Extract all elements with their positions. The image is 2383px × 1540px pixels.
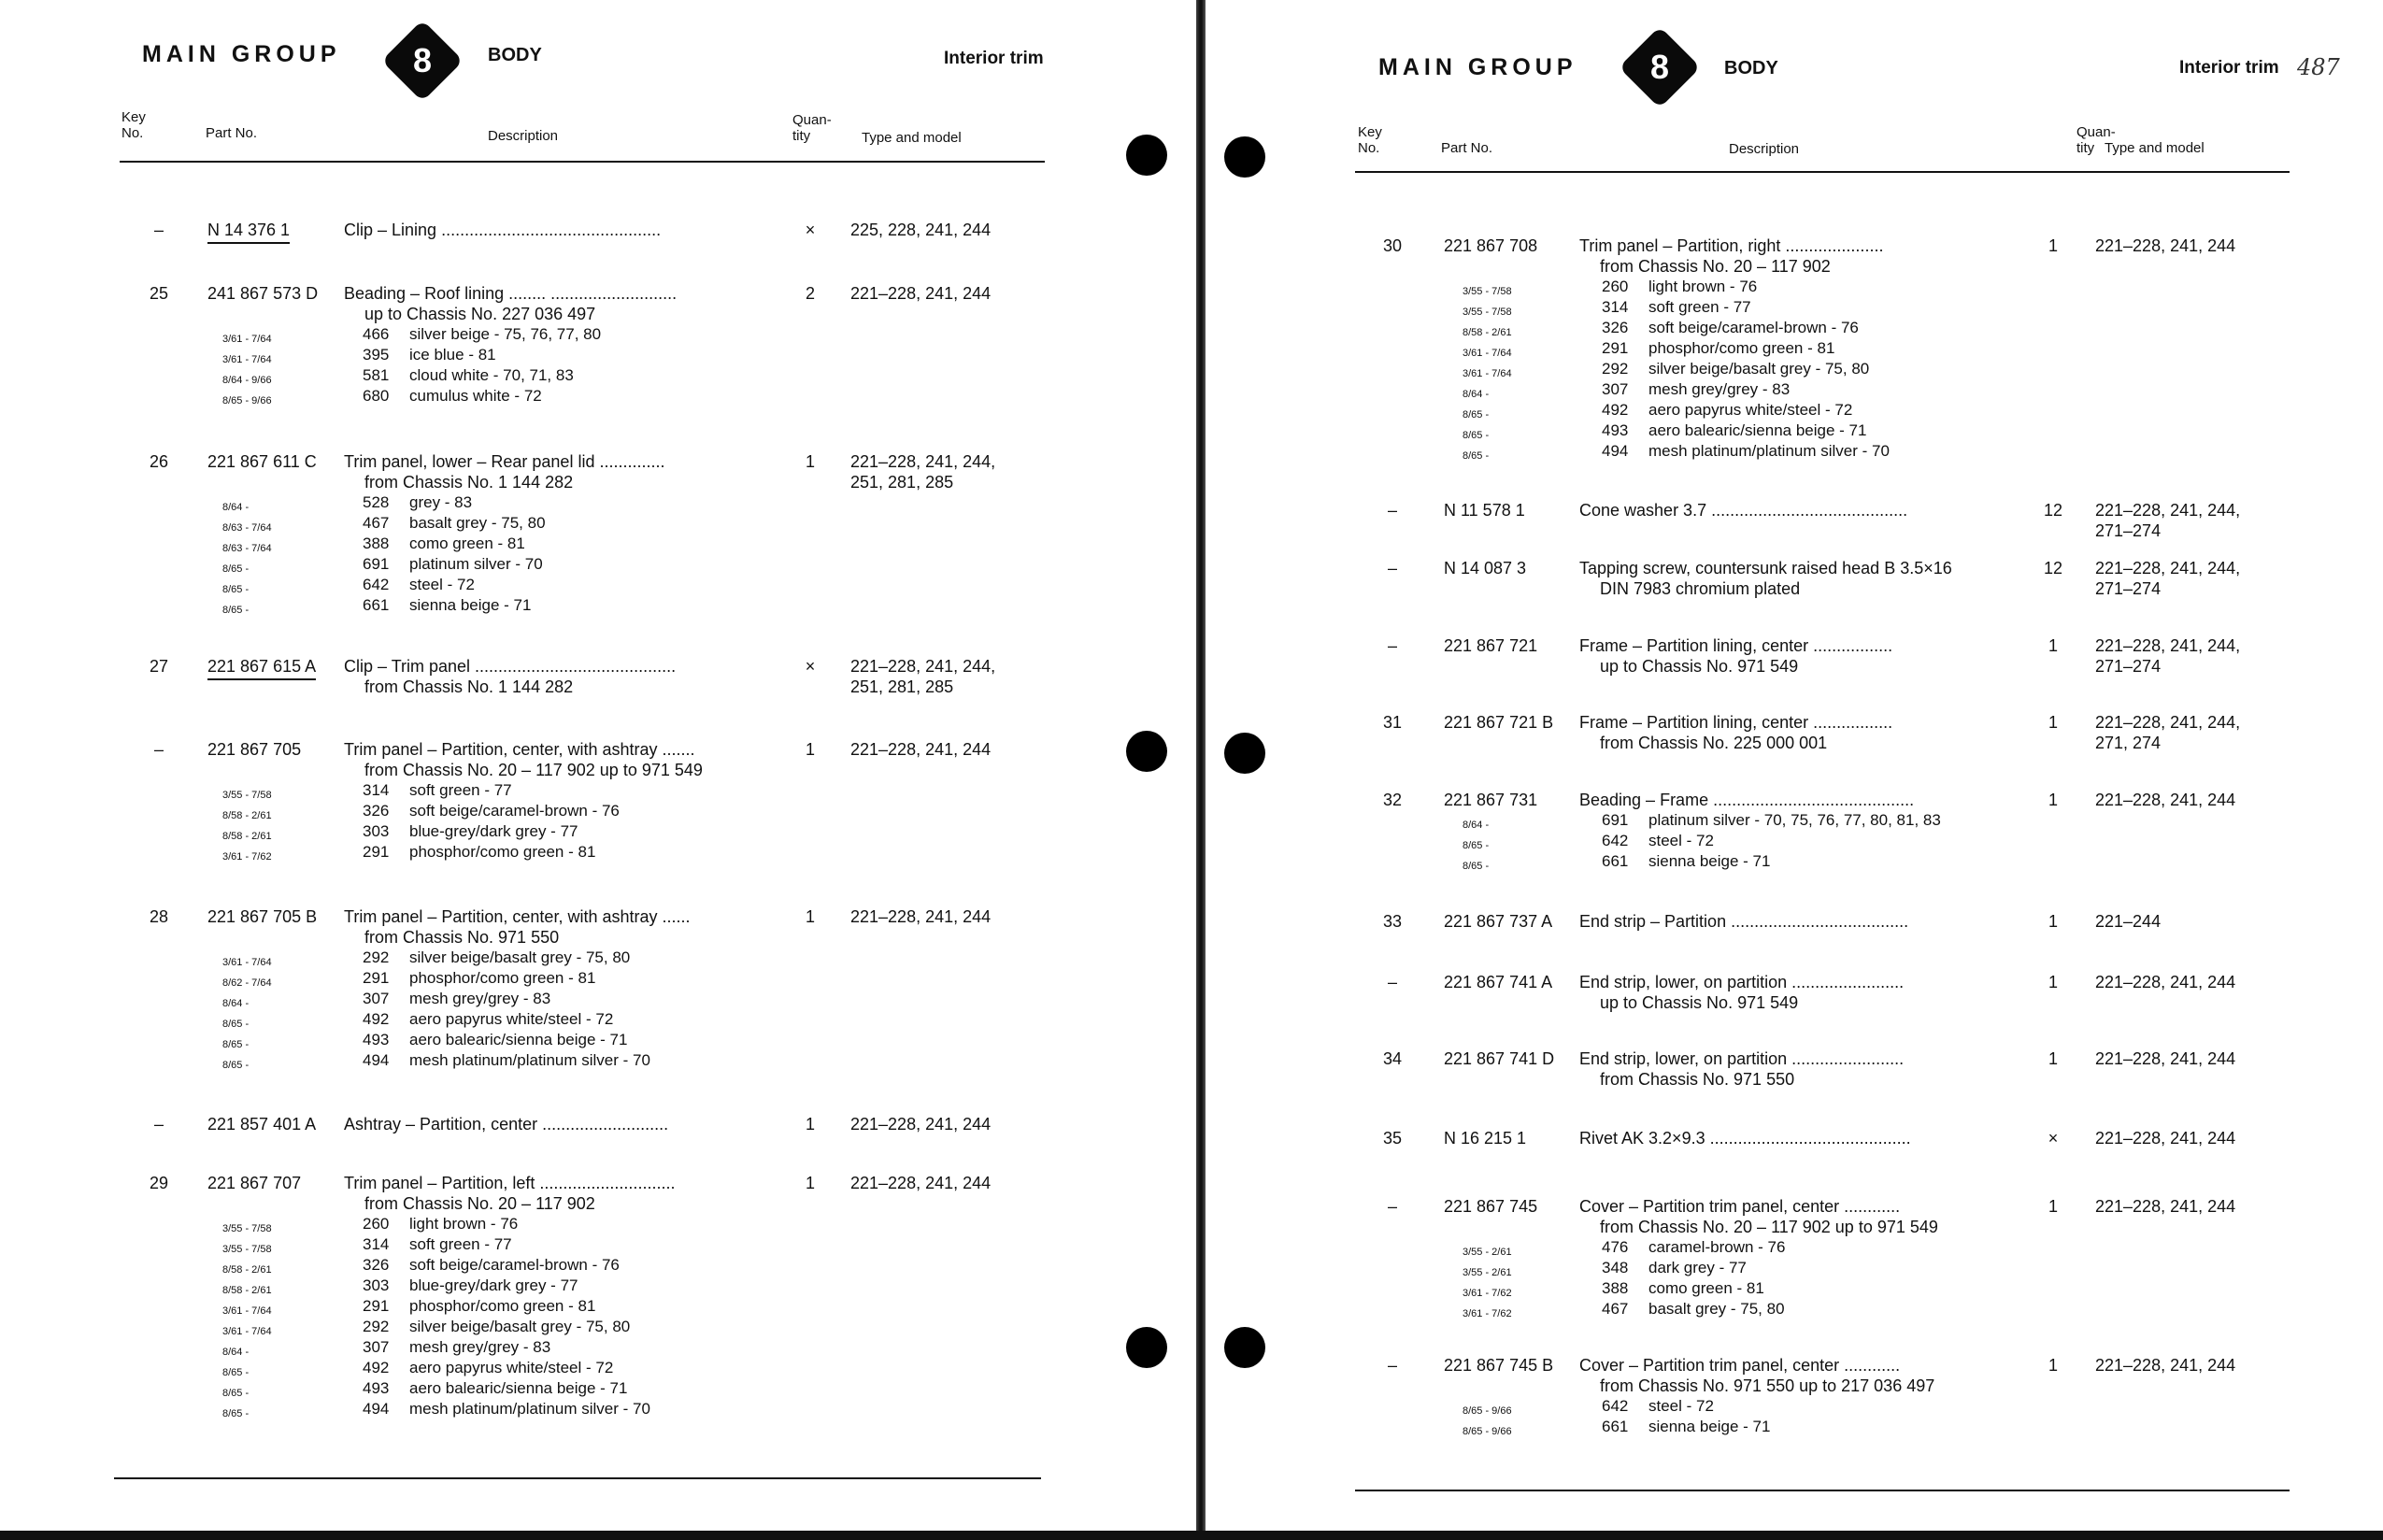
color-code: 348 [1602, 1259, 1629, 1276]
type-and-model: 221–228, 241, 244, [2095, 636, 2241, 655]
punch-hole [1126, 135, 1167, 176]
color-name: light brown - 76 [1648, 278, 1758, 295]
date-range: 3/61 - 7/62 [222, 851, 272, 863]
date-range: 8/65 - [1463, 840, 1490, 851]
color-code: 476 [1602, 1238, 1629, 1256]
part-description: Clip – Lining ............................................... [344, 221, 662, 239]
part-number: N 16 215 1 [1444, 1129, 1527, 1148]
part-description: Beading – Frame ........................................... [1579, 791, 1915, 809]
chassis-note: DIN 7983 chromium plated [1600, 579, 1801, 598]
color-code: 291 [1602, 339, 1629, 357]
col-qty-header: Quan- tity [792, 112, 832, 144]
chassis-note: from Chassis No. 1 144 282 [364, 677, 574, 696]
key-number: – [1387, 559, 1397, 578]
part-number: 221 867 705 [207, 740, 302, 759]
section-title: Interior trim [2179, 58, 2279, 78]
quantity: 1 [2048, 1049, 2058, 1068]
date-range: 3/55 - 7/58 [222, 1244, 272, 1255]
date-range: 3/61 - 7/64 [222, 354, 272, 365]
punch-hole [1126, 731, 1167, 772]
key-number: 32 [1382, 791, 1403, 809]
quantity: 12 [2043, 501, 2063, 520]
color-name: aero papyrus white/steel - 72 [409, 1359, 614, 1376]
color-name: basalt grey - 75, 80 [1648, 1300, 1785, 1318]
type-and-model: 221–228, 241, 244 [850, 740, 992, 759]
color-code: 680 [363, 387, 390, 405]
color-name: caramel-brown - 76 [1648, 1238, 1786, 1256]
color-name: sienna beige - 71 [1648, 852, 1771, 870]
color-code: 642 [1602, 832, 1629, 849]
color-code: 493 [363, 1031, 390, 1048]
quantity: × [805, 221, 816, 239]
date-range: 3/55 - 2/61 [1463, 1247, 1512, 1258]
chassis-note: up to Chassis No. 227 036 497 [364, 305, 596, 323]
type-and-model: 221–228, 241, 244 [2095, 236, 2236, 255]
quantity: 1 [2048, 636, 2058, 655]
type-and-model: 221–228, 241, 244 [850, 284, 992, 303]
color-name: platinum silver - 70 [409, 555, 543, 573]
quantity: 1 [2048, 1197, 2058, 1216]
date-range: 8/65 - [1463, 861, 1490, 872]
color-name: sienna beige - 71 [409, 596, 532, 614]
color-name: cumulus white - 72 [409, 387, 542, 405]
color-code: 581 [363, 366, 390, 384]
key-number: 33 [1382, 912, 1403, 931]
part-description: Trim panel – Partition, center, with ashtray ...... [344, 907, 691, 926]
date-range: 8/65 - [222, 1408, 250, 1419]
color-name: soft beige/caramel-brown - 76 [409, 802, 620, 820]
date-range: 8/65 - 9/66 [1463, 1405, 1512, 1417]
col-key-header: Key No. [121, 109, 146, 141]
part-description: Trim panel – Partition, left ............................. [344, 1174, 676, 1192]
color-code: 691 [363, 555, 390, 573]
color-code: 292 [363, 948, 390, 966]
color-code: 494 [363, 1400, 390, 1418]
color-name: como green - 81 [409, 535, 525, 552]
part-number: 241 867 573 D [207, 284, 319, 303]
quantity: 1 [805, 1174, 815, 1192]
col-desc-header: Description [1729, 141, 1800, 157]
color-code: 494 [1602, 442, 1629, 460]
color-name: phosphor/como green - 81 [409, 843, 596, 861]
date-range: 3/61 - 7/62 [1463, 1288, 1512, 1299]
color-name: mesh grey/grey - 83 [1648, 380, 1791, 398]
date-range: 3/61 - 7/64 [222, 957, 272, 968]
part-description: Frame – Partition lining, center ................. [1579, 636, 1893, 655]
color-code: 326 [363, 1256, 390, 1274]
color-code: 291 [363, 969, 390, 987]
date-range: 8/65 - [1463, 430, 1490, 441]
key-number: – [153, 221, 164, 239]
color-code: 314 [363, 1235, 390, 1253]
type-and-model: 221–228, 241, 244, [850, 657, 996, 676]
color-code: 642 [363, 576, 390, 593]
type-and-model-cont: 271–274 [2095, 521, 2162, 540]
date-range: 3/55 - 7/58 [1463, 307, 1512, 318]
part-number: 221 867 737 A [1444, 912, 1553, 931]
color-name: phosphor/como green - 81 [409, 1297, 596, 1315]
color-code: 395 [363, 346, 390, 364]
color-code: 326 [1602, 319, 1629, 336]
chassis-note: from Chassis No. 971 550 [1600, 1070, 1795, 1089]
color-code: 691 [1602, 811, 1629, 829]
section-title: Interior trim [944, 49, 1044, 68]
date-range: 3/61 - 7/64 [222, 334, 272, 345]
date-range: 3/55 - 2/61 [1463, 1267, 1512, 1278]
color-name: phosphor/como green - 81 [1648, 339, 1835, 357]
part-description: Beading – Roof lining ........ ........................... [344, 284, 678, 303]
color-code: 307 [363, 1338, 390, 1356]
part-description: Ashtray – Partition, center ........................... [344, 1115, 669, 1134]
date-range: 8/64 - [222, 1347, 250, 1358]
color-code: 661 [1602, 852, 1629, 870]
catalog-page-left [0, 0, 1196, 1533]
key-number: – [153, 1115, 164, 1134]
handwritten-page-number: 487 [2297, 54, 2340, 80]
date-range: 8/64 - [222, 502, 250, 513]
color-name: steel - 72 [1648, 1397, 1714, 1415]
color-name: soft beige/caramel-brown - 76 [409, 1256, 620, 1274]
color-name: steel - 72 [409, 576, 475, 593]
type-and-model: 221–228, 241, 244 [2095, 973, 2236, 991]
key-number: – [1387, 501, 1397, 520]
color-name: aero balearic/sienna beige - 71 [1648, 421, 1867, 439]
part-number: N 11 578 1 [1444, 501, 1525, 520]
date-range: 8/64 - [222, 998, 250, 1009]
part-number: 221 867 721 [1444, 636, 1538, 655]
color-name: cloud white - 70, 71, 83 [409, 366, 574, 384]
date-range: 8/65 - [222, 563, 250, 575]
color-name: aero papyrus white/steel - 72 [409, 1010, 614, 1028]
part-number: 221 867 745 [1444, 1197, 1538, 1216]
group-number: 8 [1649, 48, 1670, 86]
date-range: 3/61 - 7/64 [1463, 368, 1512, 379]
date-range: 3/55 - 7/58 [1463, 286, 1512, 297]
color-name: mesh platinum/platinum silver - 70 [409, 1400, 650, 1418]
type-and-model: 221–228, 241, 244, [2095, 501, 2241, 520]
header-rule [120, 161, 1045, 163]
date-range: 8/58 - 2/61 [222, 1264, 272, 1276]
type-and-model: 221–244 [2095, 912, 2162, 931]
part-number: 221 867 721 B [1444, 713, 1554, 732]
color-code: 314 [1602, 298, 1629, 316]
color-code: 642 [1602, 1397, 1629, 1415]
date-range: 8/65 - [222, 1039, 250, 1050]
type-and-model: 221–228, 241, 244 [850, 1115, 992, 1134]
color-name: mesh platinum/platinum silver - 70 [1648, 442, 1890, 460]
type-and-model: 225, 228, 241, 244 [850, 221, 992, 239]
part-number: 221 867 741 D [1444, 1049, 1555, 1068]
color-name: aero balearic/sienna beige - 71 [409, 1379, 628, 1397]
type-and-model: 221–228, 241, 244 [850, 907, 992, 926]
chassis-note: from Chassis No. 1 144 282 [364, 473, 574, 492]
punch-hole [1224, 136, 1265, 178]
punch-hole [1224, 1327, 1265, 1368]
color-name: phosphor/como green - 81 [409, 969, 596, 987]
date-range: 8/65 - [222, 1388, 250, 1399]
quantity: 2 [805, 284, 815, 303]
color-name: como green - 81 [1648, 1279, 1764, 1297]
footer-rule [114, 1477, 1041, 1479]
col-model-header: Type and model [2105, 140, 2205, 156]
punch-hole [1126, 1327, 1167, 1368]
date-range: 8/64 - 9/66 [222, 375, 272, 386]
color-code: 314 [363, 781, 390, 799]
key-number: – [153, 740, 164, 759]
chassis-note: from Chassis No. 971 550 [364, 928, 560, 947]
color-code: 292 [1602, 360, 1629, 378]
color-name: grey - 83 [409, 493, 473, 511]
color-code: 528 [363, 493, 390, 511]
key-number: 25 [149, 284, 169, 303]
chassis-note: from Chassis No. 20 – 117 902 up to 971 549 [1600, 1218, 1938, 1236]
color-name: mesh grey/grey - 83 [409, 990, 551, 1007]
color-name: silver beige/basalt grey - 75, 80 [409, 1318, 631, 1335]
key-number: 29 [149, 1174, 169, 1192]
part-description: Trim panel, lower – Rear panel lid .............. [344, 452, 665, 471]
color-code: 303 [363, 1276, 390, 1294]
color-name: dark grey - 77 [1648, 1259, 1747, 1276]
quantity: 1 [2048, 912, 2058, 931]
quantity: × [2048, 1129, 2059, 1148]
color-code: 303 [363, 822, 390, 840]
color-code: 492 [363, 1010, 390, 1028]
main-group-title: MAIN GROUP [142, 41, 341, 67]
color-code: 467 [1602, 1300, 1629, 1318]
color-code: 307 [1602, 380, 1629, 398]
color-name: blue-grey/dark grey - 77 [409, 1276, 578, 1294]
date-range: 8/65 - [222, 1060, 250, 1071]
part-number: 221 867 731 [1444, 791, 1538, 809]
date-range: 8/63 - 7/64 [222, 522, 272, 534]
quantity: 1 [2048, 791, 2058, 809]
type-and-model: 221–228, 241, 244 [2095, 1197, 2236, 1216]
part-number: 221 867 708 [1444, 236, 1538, 255]
color-code: 326 [363, 802, 390, 820]
date-range: 8/58 - 2/61 [222, 1285, 272, 1296]
part-number: 221 857 401 A [207, 1115, 317, 1134]
color-code: 260 [1602, 278, 1629, 295]
col-model-header: Type and model [862, 130, 962, 146]
type-and-model: 221–228, 241, 244 [2095, 1049, 2236, 1068]
part-number: 221 867 741 A [1444, 973, 1553, 991]
part-description: Tapping screw, countersunk raised head B 3.5×16 [1579, 559, 1952, 578]
chassis-note: up to Chassis No. 971 549 [1600, 993, 1799, 1012]
type-and-model-cont: 271–274 [2095, 579, 2162, 598]
key-number: – [1387, 636, 1397, 655]
body-label: BODY [488, 45, 542, 65]
color-code: 388 [363, 535, 390, 552]
key-number: 28 [149, 907, 169, 926]
main-group-title: MAIN GROUP [1378, 54, 1577, 80]
part-description: Cone washer 3.7 .......................................... [1579, 501, 1908, 520]
date-range: 3/55 - 7/58 [222, 1223, 272, 1234]
color-name: ice blue - 81 [409, 346, 496, 364]
key-number: – [1387, 1356, 1397, 1375]
date-range: 3/61 - 7/64 [222, 1326, 272, 1337]
date-range: 8/58 - 2/61 [222, 831, 272, 842]
quantity: 1 [805, 452, 815, 471]
part-number: 221 867 611 C [207, 452, 317, 471]
color-name: soft green - 77 [409, 1235, 512, 1253]
key-number: 26 [149, 452, 169, 471]
col-desc-header: Description [488, 128, 559, 144]
quantity: 1 [2048, 713, 2058, 732]
date-range: 8/65 - [1463, 409, 1490, 421]
part-number: 221 867 615 A [207, 656, 316, 680]
key-number: – [1387, 973, 1397, 991]
color-code: 388 [1602, 1279, 1629, 1297]
color-name: silver beige/basalt grey - 75, 80 [409, 948, 631, 966]
punch-hole [1224, 733, 1265, 774]
type-and-model: 221–228, 241, 244 [2095, 1129, 2236, 1148]
date-range: 3/61 - 7/64 [1463, 348, 1512, 359]
key-number: 27 [149, 657, 169, 676]
color-name: soft green - 77 [409, 781, 512, 799]
color-code: 467 [363, 514, 390, 532]
part-number: N 14 376 1 [207, 220, 290, 244]
chassis-note: from Chassis No. 971 550 up to 217 036 497 [1600, 1376, 1935, 1395]
quantity: 1 [805, 907, 815, 926]
quantity: 1 [2048, 973, 2058, 991]
color-code: 291 [363, 1297, 390, 1315]
date-range: 8/65 - [222, 1019, 250, 1030]
part-description: Trim panel – Partition, right ..................... [1579, 236, 1884, 255]
chassis-note: from Chassis No. 20 – 117 902 up to 971 549 [364, 761, 703, 779]
part-number: 221 867 705 B [207, 907, 318, 926]
date-range: 8/65 - [222, 605, 250, 616]
col-key-header: Key No. [1358, 124, 1382, 156]
chassis-note: from Chassis No. 20 – 117 902 [1600, 257, 1831, 276]
type-and-model: 221–228, 241, 244 [2095, 1356, 2236, 1375]
key-number: 34 [1382, 1049, 1403, 1068]
part-description: Rivet AK 3.2×9.3 ........................................... [1579, 1129, 1911, 1148]
col-qty-header: Quan- tity [2076, 124, 2116, 156]
type-and-model: 221–228, 241, 244, [850, 452, 996, 471]
key-number: 35 [1382, 1129, 1403, 1148]
type-and-model: 221–228, 241, 244 [2095, 791, 2236, 809]
col-part-header: Part No. [206, 125, 258, 141]
type-and-model: 221–228, 241, 244 [850, 1174, 992, 1192]
date-range: 8/65 - 9/66 [1463, 1426, 1512, 1437]
part-description: Cover – Partition trim panel, center ............ [1579, 1356, 1901, 1375]
footer-rule [1355, 1490, 2290, 1491]
color-code: 493 [363, 1379, 390, 1397]
date-range: 8/65 - 9/66 [222, 395, 272, 406]
date-range: 8/64 - [1463, 820, 1490, 831]
type-and-model-cont: 271, 274 [2095, 734, 2162, 752]
color-code: 492 [363, 1359, 390, 1376]
date-range: 3/61 - 7/62 [1463, 1308, 1512, 1319]
part-number: 221 867 745 B [1444, 1356, 1554, 1375]
color-name: aero balearic/sienna beige - 71 [409, 1031, 628, 1048]
date-range: 8/62 - 7/64 [222, 977, 272, 989]
color-name: mesh grey/grey - 83 [409, 1338, 551, 1356]
color-code: 661 [1602, 1418, 1629, 1435]
quantity: 1 [805, 740, 815, 759]
color-code: 492 [1602, 401, 1629, 419]
color-code: 260 [363, 1215, 390, 1233]
col-part-header: Part No. [1441, 140, 1493, 156]
date-range: 8/65 - [222, 1367, 250, 1378]
body-label: BODY [1724, 58, 1778, 78]
color-code: 661 [363, 596, 390, 614]
date-range: 8/63 - 7/64 [222, 543, 272, 554]
color-code: 292 [363, 1318, 390, 1335]
chassis-note: from Chassis No. 20 – 117 902 [364, 1194, 595, 1213]
color-name: blue-grey/dark grey - 77 [409, 822, 578, 840]
color-name: mesh platinum/platinum silver - 70 [409, 1051, 650, 1069]
color-code: 493 [1602, 421, 1629, 439]
part-description: Cover – Partition trim panel, center ............ [1579, 1197, 1901, 1216]
color-name: light brown - 76 [409, 1215, 519, 1233]
color-code: 494 [363, 1051, 390, 1069]
key-number: 31 [1382, 713, 1403, 732]
type-and-model-cont: 271–274 [2095, 657, 2162, 676]
color-name: sienna beige - 71 [1648, 1418, 1771, 1435]
part-description: End strip, lower, on partition ........................ [1579, 973, 1905, 991]
quantity: 12 [2043, 559, 2063, 578]
date-range: 8/65 - [222, 584, 250, 595]
quantity: 1 [805, 1115, 815, 1134]
date-range: 8/64 - [1463, 389, 1490, 400]
color-name: aero papyrus white/steel - 72 [1648, 401, 1853, 419]
group-number: 8 [412, 41, 433, 79]
color-code: 466 [363, 325, 390, 343]
part-description: Frame – Partition lining, center ................. [1579, 713, 1893, 732]
date-range: 8/58 - 2/61 [1463, 327, 1512, 338]
color-name: platinum silver - 70, 75, 76, 77, 80, 81, 83 [1648, 811, 1941, 829]
scan-edge [0, 1531, 2383, 1540]
color-name: soft green - 77 [1648, 298, 1751, 316]
quantity: 1 [2048, 1356, 2058, 1375]
color-name: silver beige - 75, 76, 77, 80 [409, 325, 602, 343]
key-number: – [1387, 1197, 1397, 1216]
color-name: steel - 72 [1648, 832, 1714, 849]
page-gutter [1196, 0, 1206, 1540]
chassis-note: from Chassis No. 225 000 001 [1600, 734, 1828, 752]
quantity: 1 [2048, 236, 2058, 255]
type-and-model-cont: 251, 281, 285 [850, 473, 954, 492]
part-number: 221 867 707 [207, 1174, 302, 1192]
chassis-note: up to Chassis No. 971 549 [1600, 657, 1799, 676]
type-and-model-cont: 251, 281, 285 [850, 677, 954, 696]
header-rule [1355, 171, 2290, 173]
color-code: 291 [363, 843, 390, 861]
color-name: silver beige/basalt grey - 75, 80 [1648, 360, 1870, 378]
type-and-model: 221–228, 241, 244, [2095, 713, 2241, 732]
type-and-model: 221–228, 241, 244, [2095, 559, 2241, 578]
color-name: soft beige/caramel-brown - 76 [1648, 319, 1859, 336]
catalog-page-right [1206, 0, 2383, 1533]
part-description: End strip – Partition ...................................... [1579, 912, 1909, 931]
part-description: Trim panel – Partition, center, with ashtray ....... [344, 740, 695, 759]
quantity: × [805, 657, 816, 676]
date-range: 8/65 - [1463, 450, 1490, 462]
key-number: 30 [1382, 236, 1403, 255]
part-number: N 14 087 3 [1444, 559, 1527, 578]
color-name: basalt grey - 75, 80 [409, 514, 546, 532]
part-description: End strip, lower, on partition ........................ [1579, 1049, 1905, 1068]
date-range: 3/61 - 7/64 [222, 1305, 272, 1317]
part-description: Clip – Trim panel ........................................... [344, 657, 677, 676]
date-range: 8/58 - 2/61 [222, 810, 272, 821]
color-code: 307 [363, 990, 390, 1007]
date-range: 3/55 - 7/58 [222, 790, 272, 801]
